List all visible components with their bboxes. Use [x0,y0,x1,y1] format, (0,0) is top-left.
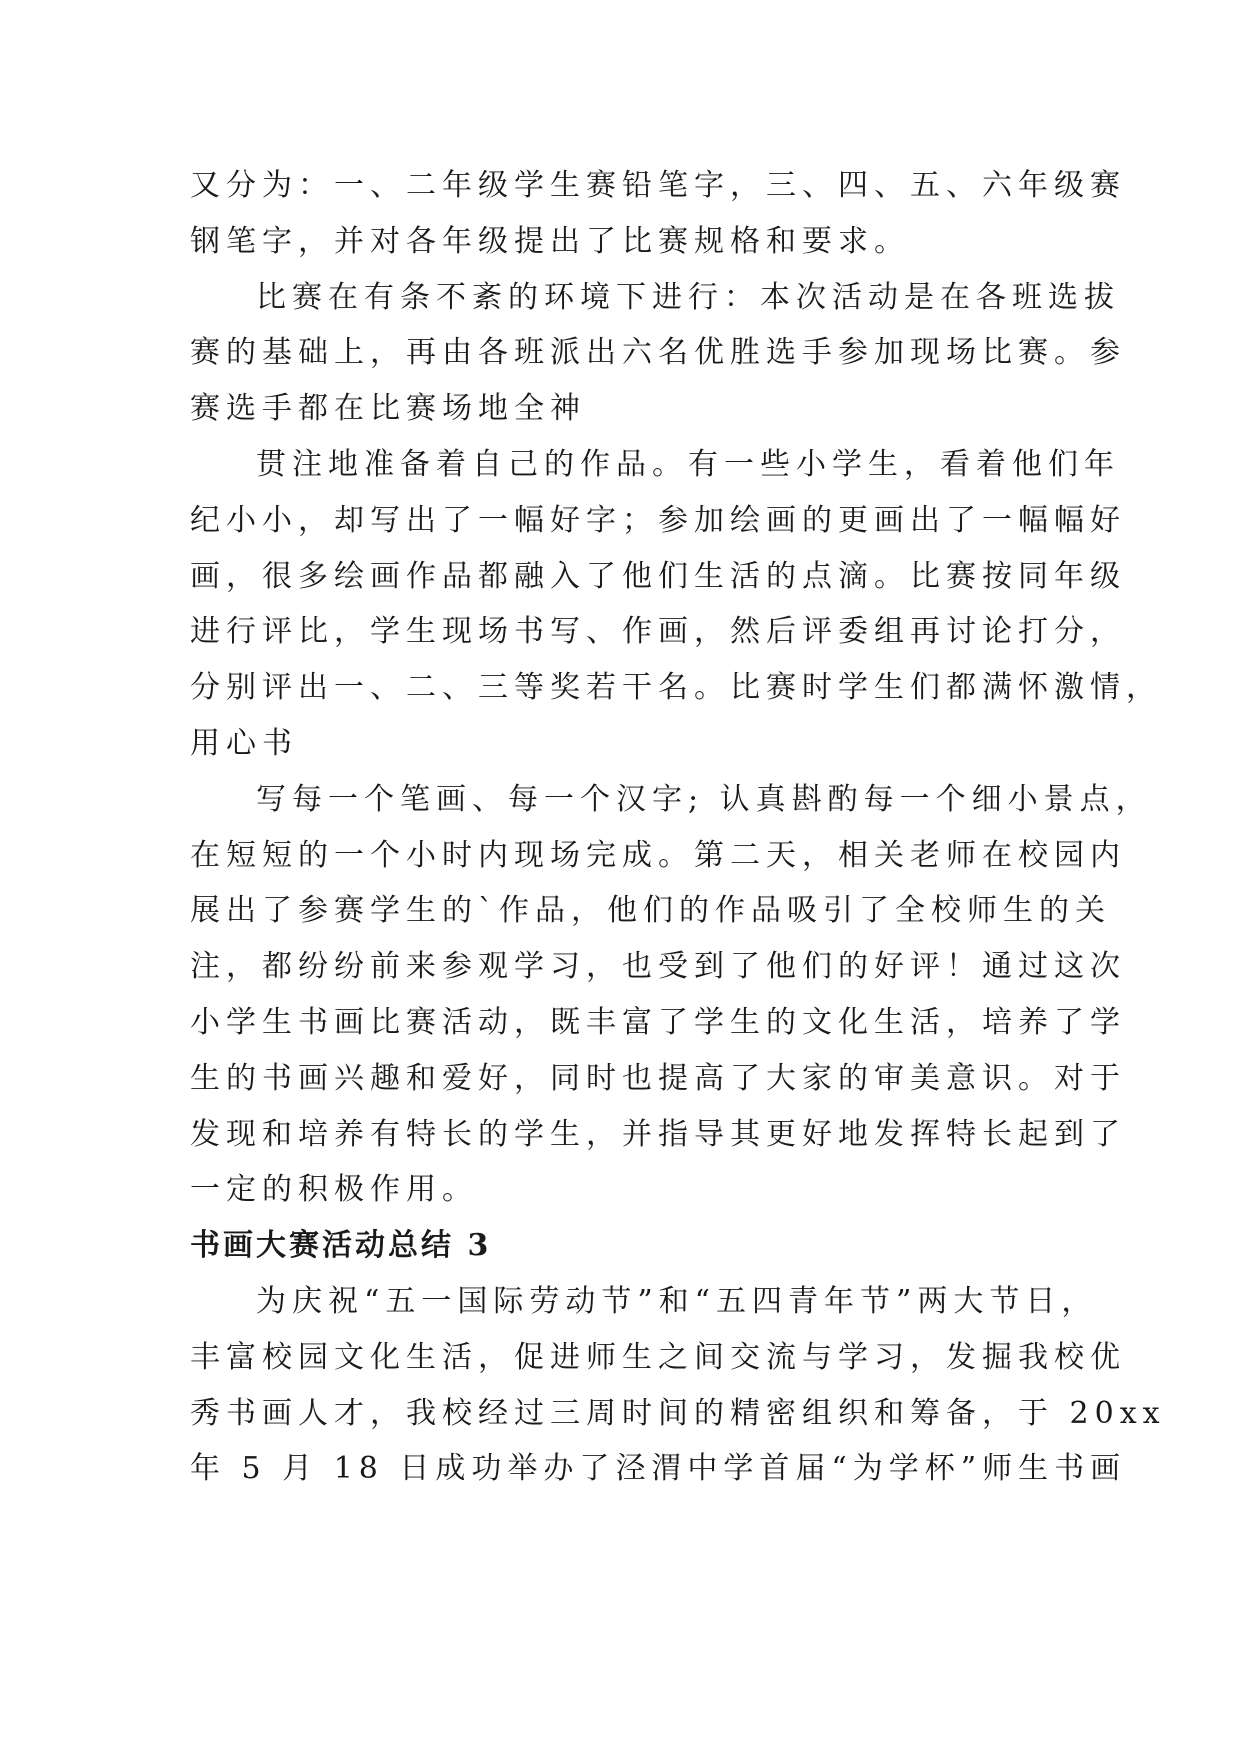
paragraph-line: 生的书画兴趣和爱好，同时也提高了大家的审美意识。对于 [190,1060,1126,1096]
paragraph-line: 赛的基础上，再由各班派出六名优胜选手参加现场比赛。参 [190,335,1126,371]
paragraph-line: 比赛在有条不紊的环境下进行：本次活动是在各班选拔 [256,279,1120,315]
paragraph-line: 又分为：一、二年级学生赛铅笔字，三、四、五、六年级赛 [190,168,1126,203]
paragraph-line: 分别评出一、二、三等奖若干名。比赛时学生们都满怀激情， [190,670,1162,706]
paragraph-3 [190,437,1162,772]
paragraph-2 [190,270,1126,437]
paragraph-line: 写每一个笔画、每一个汉字; 认真斟酌每一个细小景点， [256,781,1152,817]
paragraph-line: 丰富校园文化生活，促进师生之间交流与学习，发掘我校优 [190,1339,1126,1375]
paragraph-line: 画，很多绘画作品都融入了他们生活的点滴。比赛按同年级 [190,558,1126,594]
document-body [190,158,1166,1497]
paragraph-1 [190,158,1126,270]
paragraph-line: 纪小小，却写出了一幅好字；参加绘画的更画出了一幅幅好 [190,502,1126,538]
paragraph-line: 为庆祝“五一国际劳动节”和“五四青年节”两大节日， [256,1283,1098,1319]
paragraph-line: 展出了参赛学生的`作品，他们的作品吸引了全校师生的关 [190,893,1111,929]
paragraph-line: 年 5 月 18 日成功举办了泾渭中学首届“为学杯”师生书画 [190,1451,1127,1487]
paragraph-line: 注，都纷纷前来参观学习，也受到了他们的好评！通过这次 [190,949,1126,985]
paragraph-line: 钢笔字，并对各年级提出了比赛规格和要求。 [190,223,910,259]
paragraph-line: 进行评比，学生现场书写、作画，然后评委组再讨论打分， [190,614,1126,650]
paragraph-4 [190,772,1152,1218]
paragraph-line: 在短短的一个小时内现场完成。第二天，相关老师在校园内 [190,837,1126,873]
paragraph-5 [190,1274,1166,1497]
paragraph-line: 贯注地准备着自己的作品。有一些小学生，看着他们年 [256,446,1120,482]
paragraph-line: 秀书画人才，我校经过三周时间的精密组织和筹备，于 20xx [190,1395,1166,1431]
paragraph-line: 一定的积极作用。 [190,1172,478,1208]
paragraph-line: 赛选手都在比赛场地全神 [190,391,586,427]
paragraph-line: 发现和培养有特长的学生，并指导其更好地发挥特长起到了 [190,1116,1126,1152]
section-heading: 书画大赛活动总结 3 [190,1228,492,1264]
paragraph-line: 小学生书画比赛活动，既丰富了学生的文化生活，培养了学 [190,1004,1126,1040]
paragraph-line: 用心书 [190,725,298,761]
